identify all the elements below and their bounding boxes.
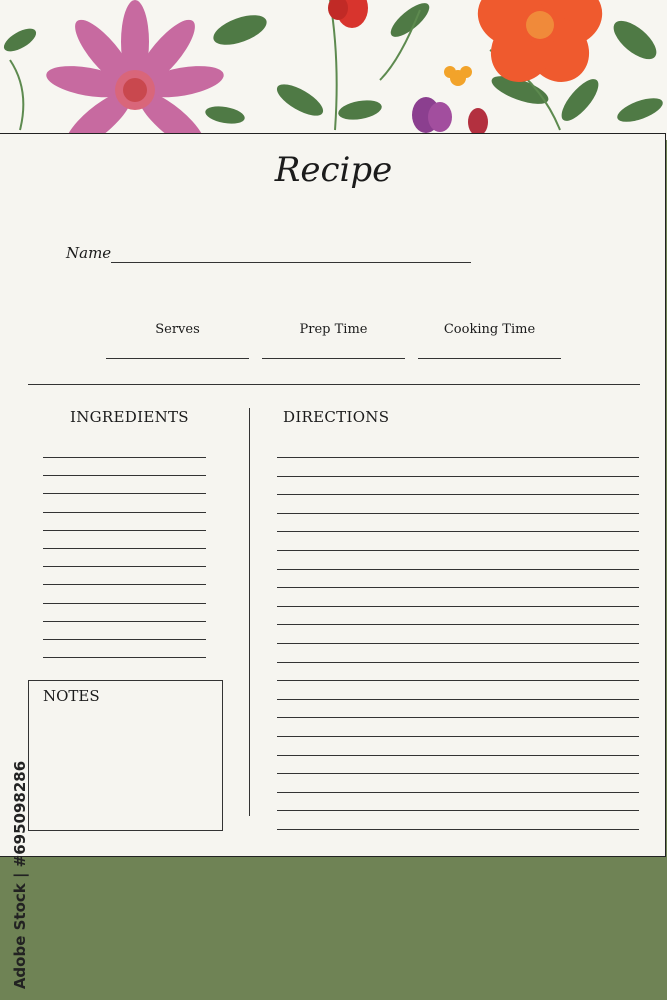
direction-line[interactable] (277, 457, 639, 458)
ingredient-line[interactable] (43, 566, 206, 567)
serves-field-line[interactable] (106, 358, 249, 359)
cooking-time-label: Cooking Time (443, 322, 536, 337)
direction-line[interactable] (277, 531, 639, 532)
direction-line[interactable] (277, 717, 639, 718)
name-field-line[interactable] (111, 262, 471, 263)
direction-line[interactable] (277, 569, 639, 570)
directions-heading: DIRECTIONS (283, 408, 390, 426)
section-divider (28, 384, 640, 385)
column-divider (249, 408, 250, 816)
ingredient-line[interactable] (43, 584, 206, 585)
prep-time-label: Prep Time (299, 322, 368, 337)
ingredient-line[interactable] (43, 603, 206, 604)
serves-label: Serves (155, 322, 200, 337)
direction-line[interactable] (277, 624, 639, 625)
direction-line[interactable] (277, 476, 639, 477)
page-title: Recipe (274, 150, 393, 190)
direction-line[interactable] (277, 736, 639, 737)
ingredient-line[interactable] (43, 512, 206, 513)
direction-line[interactable] (277, 699, 639, 700)
cooking-time-field-line[interactable] (418, 358, 561, 359)
direction-line[interactable] (277, 587, 639, 588)
direction-line[interactable] (277, 792, 639, 793)
floral-header-illustration (0, 0, 667, 140)
notes-heading: NOTES (43, 687, 100, 705)
direction-line[interactable] (277, 643, 639, 644)
name-label: Name (66, 244, 112, 262)
direction-line[interactable] (277, 680, 639, 681)
ingredients-heading: INGREDIENTS (70, 408, 189, 426)
direction-line[interactable] (277, 773, 639, 774)
prep-time-field-line[interactable] (262, 358, 405, 359)
ingredient-line[interactable] (43, 657, 206, 658)
direction-line[interactable] (277, 513, 639, 514)
ingredient-line[interactable] (43, 493, 206, 494)
ingredient-line[interactable] (43, 530, 206, 531)
ingredient-line[interactable] (43, 639, 206, 640)
direction-line[interactable] (277, 810, 639, 811)
footer-band (0, 857, 667, 1000)
stock-id-text: Adobe Stock | #695098286 (11, 760, 29, 990)
ingredient-line[interactable] (43, 548, 206, 549)
direction-line[interactable] (277, 829, 639, 830)
direction-line[interactable] (277, 606, 639, 607)
direction-line[interactable] (277, 755, 639, 756)
direction-line[interactable] (277, 494, 639, 495)
ingredient-line[interactable] (43, 621, 206, 622)
direction-line[interactable] (277, 550, 639, 551)
ingredient-line[interactable] (43, 457, 206, 458)
notes-box[interactable] (28, 680, 223, 831)
ingredient-line[interactable] (43, 475, 206, 476)
direction-line[interactable] (277, 662, 639, 663)
